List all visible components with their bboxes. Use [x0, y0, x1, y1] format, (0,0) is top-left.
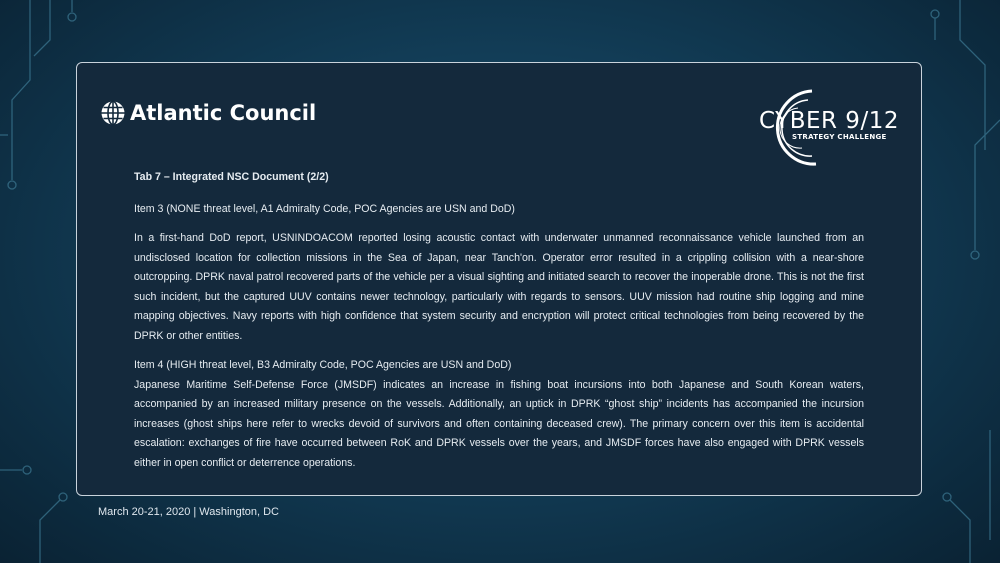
item3-heading: Item 3 (NONE threat level, A1 Admiralty Code, POC Agencies are USN and DoD) — [134, 202, 515, 215]
item3-body: In a first-hand DoD report, USNINDOACOM reported losing acoustic contact with underwater unmanned reconnaissance vehicle launched from an undisclosed location for collection missions in the Sea of Japan, near Tanch'on. Operator error resulted in a crippling collision with a near-shore outcropping. DPRK naval patrol recovered parts of the vehicle per a visual sighting and initiated search to recover the inoperable drone. This is not the first such incident, but the captured UUV contains newer technology, particularly with regards to sensors. UUV mission had routine ship logging and mine mapping objectives. Navy reports with high confidence that system security and encryption will protect critical technologies from being recovered by the DPRK or other entities. — [134, 232, 864, 342]
event-logo-subtitle: STRATEGY CHALLENGE — [792, 133, 887, 141]
tab-title: Tab 7 – Integrated NSC Document (2/2) — [134, 171, 329, 183]
footer-date-location: March 20-21, 2020 | Washington, DC — [98, 506, 279, 518]
globe-icon — [100, 100, 126, 126]
event-logo-title: CYBER 9/12 — [759, 108, 899, 134]
org-name: Atlantic Council — [130, 101, 317, 125]
document-content — [134, 168, 864, 473]
item4-heading: Item 4 (HIGH threat level, B3 Admiralty Code, POC Agencies are USN and DoD) — [134, 359, 512, 371]
item4-body: Japanese Maritime Self-Defense Force (JMSDF) indicates an increase in fishing boat incursions into both Japanese and South Korean waters, accompanied by an increased military presence on the vessels. Additionally, an uptick in DPRK “ghost ship” incidents has accompanied the incursion increases (ghost ships here refer to wrecks devoid of survivors and often containing deceased crew). The primary concern over this item is accidental escalation: exchanges of fire have occurred between RoK and DPRK vessels over the years, and JMSDF forces have also engaged with DPRK vessels either in open conflict or deterrence operations. — [134, 378, 864, 469]
atlantic-council-logo — [100, 100, 316, 126]
